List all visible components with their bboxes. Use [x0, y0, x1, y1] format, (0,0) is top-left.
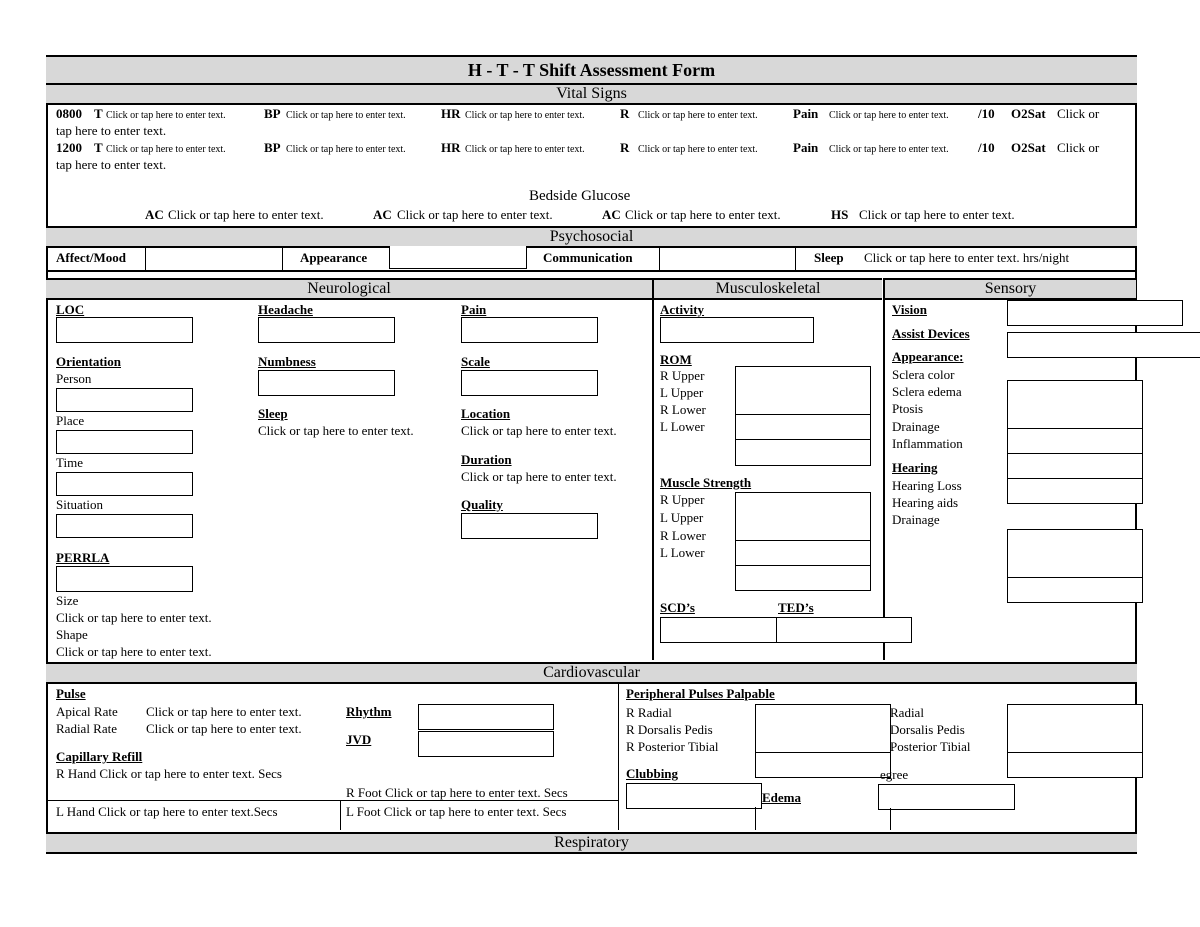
- l-posterior-input[interactable]: [1007, 753, 1143, 778]
- place-input[interactable]: [56, 430, 193, 454]
- psych-bottom-line: [46, 270, 1137, 272]
- cardio-divider: [340, 800, 341, 830]
- pain-field-0800[interactable]: Click or tap here to enter text.: [829, 110, 949, 121]
- l-foot-field[interactable]: L Foot Click or tap here to enter text. Secs: [346, 804, 567, 819]
- scale-input[interactable]: [461, 370, 598, 396]
- ms-r-upper-label: R Upper: [660, 492, 705, 507]
- rom-l-lower-label: L Lower: [660, 419, 705, 434]
- pain-label: Pain: [461, 302, 487, 317]
- psych-sleep-field[interactable]: Click or tap here to enter text. hrs/night: [864, 250, 1070, 265]
- appearance-input[interactable]: [389, 246, 527, 269]
- r-foot-field[interactable]: R Foot Click or tap here to enter text. Secs: [346, 785, 568, 800]
- quality-label: Quality: [461, 497, 503, 512]
- r-dorsalis-label: R Dorsalis Pedis: [626, 722, 713, 737]
- sclera-edema-label: Sclera edema: [892, 384, 962, 399]
- orientation-label: Orientation: [56, 354, 121, 369]
- numbness-input[interactable]: [258, 370, 395, 396]
- respiratory-header: Respiratory: [46, 832, 1137, 854]
- assist-devices-label: Assist Devices: [892, 326, 970, 341]
- r-radial-label: R Radial: [626, 705, 672, 720]
- duration-field[interactable]: Click or tap here to enter text.: [461, 469, 617, 484]
- ms-l-upper-label: L Upper: [660, 510, 704, 525]
- temp-field-0800[interactable]: Click or tap here to enter text.: [106, 110, 226, 121]
- jvd-input[interactable]: [418, 731, 554, 757]
- capillary-refill-label: Capillary Refill: [56, 749, 143, 764]
- glucose-ac-2-field[interactable]: Click or tap here to enter text.: [397, 207, 553, 222]
- r-posterior-input[interactable]: [755, 753, 891, 778]
- ted-label: TED’s: [778, 600, 814, 615]
- psych-sleep-label: Sleep: [814, 250, 844, 265]
- hearing-loss-input[interactable]: [1007, 529, 1143, 555]
- affect-label: Affect/Mood: [56, 250, 127, 265]
- jvd-label: JVD: [346, 732, 372, 747]
- col-divider: [883, 278, 885, 660]
- rom-l-upper-label: L Upper: [660, 385, 704, 400]
- l-dorsalis-input[interactable]: [1007, 728, 1143, 753]
- loc-input[interactable]: [56, 317, 193, 343]
- size-field[interactable]: Click or tap here to enter text.: [56, 610, 212, 625]
- neuro-sleep-field[interactable]: Click or tap here to enter text.: [258, 423, 414, 438]
- scd-input[interactable]: [660, 617, 778, 643]
- rhythm-input[interactable]: [418, 704, 554, 730]
- l-radial-label: Radial: [890, 705, 924, 720]
- place-label: Place: [56, 413, 85, 428]
- rom-label: ROM: [660, 352, 692, 367]
- hearing-aids-label: Hearing aids: [892, 495, 959, 510]
- headache-label: Headache: [258, 302, 313, 317]
- apical-rate-field[interactable]: Click or tap here to enter text.: [146, 704, 302, 719]
- hr-field-0800[interactable]: Click or tap here to enter text.: [465, 110, 585, 121]
- sclera-edema-input[interactable]: [1007, 404, 1143, 429]
- cardio-header: Cardiovascular: [46, 662, 1137, 684]
- pulse-label: Pulse: [56, 686, 86, 701]
- rom-r-upper-input[interactable]: [735, 366, 871, 392]
- cardio-divider: [755, 807, 756, 830]
- r-dorsalis-input[interactable]: [755, 728, 891, 753]
- radial-rate-label: Radial Rate: [56, 721, 118, 736]
- psych-divider: [659, 246, 660, 270]
- person-label: Person: [56, 371, 92, 386]
- quality-input[interactable]: [461, 513, 598, 539]
- vitals-header: Vital Signs: [46, 83, 1137, 105]
- musculo-header: Musculoskeletal: [654, 278, 882, 300]
- appearance-sensory-label: Appearance:: [892, 349, 964, 364]
- time-label: Time: [56, 455, 83, 470]
- sclera-color-label: Sclera color: [892, 367, 955, 382]
- glucose-ac-1-field[interactable]: Click or tap here to enter text.: [168, 207, 324, 222]
- glucose-hs-field[interactable]: Click or tap here to enter text.: [859, 207, 1015, 222]
- cardio-divider: [618, 682, 619, 830]
- hearing-label: Hearing: [892, 460, 938, 475]
- ms-l-upper-input[interactable]: [735, 516, 871, 541]
- l-radial-input[interactable]: [1007, 704, 1143, 730]
- bp-field-0800[interactable]: Click or tap here to enter text.: [286, 110, 406, 121]
- person-input[interactable]: [56, 388, 193, 412]
- inflammation-label: Inflammation: [892, 436, 963, 451]
- activity-input[interactable]: [660, 317, 814, 343]
- clubbing-label: Clubbing: [626, 766, 679, 781]
- drainage2-input[interactable]: [1007, 578, 1143, 603]
- bp-field-1200[interactable]: Click or tap here to enter text.: [286, 144, 406, 155]
- shape-label: Shape: [56, 627, 88, 642]
- vision-label: Vision: [892, 302, 927, 317]
- neuro-header: Neurological: [46, 278, 652, 300]
- location-label: Location: [461, 406, 511, 421]
- r-posterior-label: R Posterior Tibial: [626, 739, 719, 754]
- hr-field-1200[interactable]: Click or tap here to enter text.: [465, 144, 585, 155]
- situation-input[interactable]: [56, 514, 193, 538]
- r-hand-field[interactable]: R Hand Click or tap here to enter text. Secs: [56, 766, 282, 781]
- ms-r-lower-input[interactable]: [735, 541, 871, 566]
- psychosocial-header: Psychosocial: [46, 226, 1137, 248]
- peripheral-pulses-label: Peripheral Pulses Palpable: [626, 686, 775, 701]
- muscle-strength-label: Muscle Strength: [660, 475, 752, 490]
- temp-field-1200[interactable]: Click or tap here to enter text.: [106, 144, 226, 155]
- o2-field-1200[interactable]: Click or: [1057, 140, 1100, 155]
- sensory-header: Sensory: [885, 278, 1136, 300]
- r-field-0800[interactable]: Click or tap here to enter text.: [638, 110, 758, 121]
- form-title: H - T - T Shift Assessment Form: [46, 55, 1137, 85]
- ms-r-lower-label: R Lower: [660, 528, 706, 543]
- ms-l-lower-label: L Lower: [660, 545, 705, 560]
- edema-label: Edema: [762, 790, 801, 805]
- situation-label: Situation: [56, 497, 103, 512]
- hearing-aids-input[interactable]: [1007, 553, 1143, 578]
- loc-label: LOC: [56, 302, 85, 317]
- headache-input[interactable]: [258, 317, 395, 343]
- time-input[interactable]: [56, 472, 193, 496]
- drainage-input[interactable]: [1007, 454, 1143, 479]
- l-posterior-label: Posterior Tibial: [890, 739, 971, 754]
- degree-input[interactable]: [878, 784, 1015, 810]
- ms-l-lower-input[interactable]: [735, 566, 871, 591]
- apical-rate-label: Apical Rate: [56, 704, 118, 719]
- r-field-1200[interactable]: Click or tap here to enter text.: [638, 144, 758, 155]
- rom-r-lower-input[interactable]: [735, 415, 871, 440]
- rom-r-upper-label: R Upper: [660, 368, 705, 383]
- ptosis-label: Ptosis: [892, 401, 924, 416]
- psych-divider: [795, 246, 796, 270]
- rhythm-label: Rhythm: [346, 704, 392, 719]
- scd-label: SCD’s: [660, 600, 695, 615]
- vision-input[interactable]: [1007, 300, 1183, 326]
- perrla-label: PERRLA: [56, 550, 110, 565]
- rom-r-lower-label: R Lower: [660, 402, 706, 417]
- drainage-label: Drainage: [892, 419, 940, 434]
- scale-label: Scale: [461, 354, 490, 369]
- degree-label: egree: [880, 767, 909, 782]
- psych-divider: [282, 246, 283, 270]
- numbness-label: Numbness: [258, 354, 316, 369]
- sclera-color-input[interactable]: [1007, 380, 1143, 406]
- perrla-input[interactable]: [56, 566, 193, 592]
- psych-divider: [145, 246, 146, 270]
- drainage2-label: Drainage: [892, 512, 940, 527]
- hearing-loss-label: Hearing Loss: [892, 478, 962, 493]
- pain-input[interactable]: [461, 317, 598, 343]
- l-hand-field[interactable]: L Hand Click or tap here to enter text.Secs: [56, 804, 278, 819]
- size-label: Size: [56, 593, 79, 608]
- l-dorsalis-label: Dorsalis Pedis: [890, 722, 965, 737]
- ptosis-input[interactable]: [1007, 429, 1143, 454]
- bedside-glucose-title: Bedside Glucose: [529, 188, 631, 204]
- rom-l-upper-input[interactable]: [735, 390, 871, 415]
- pain-field-1200[interactable]: Click or tap here to enter text.: [829, 144, 949, 155]
- col-divider: [652, 278, 654, 660]
- communication-label: Communication: [543, 250, 633, 265]
- activity-label: Activity: [660, 302, 705, 317]
- neuro-sleep-label: Sleep: [258, 406, 288, 421]
- rom-l-lower-input[interactable]: [735, 440, 871, 466]
- ms-r-upper-input[interactable]: [735, 492, 871, 518]
- glucose-ac-3-field[interactable]: Click or tap here to enter text.: [625, 207, 781, 222]
- radial-rate-field[interactable]: Click or tap here to enter text.: [146, 721, 302, 736]
- appearance-label: Appearance: [300, 250, 368, 265]
- inflammation-input[interactable]: [1007, 479, 1143, 504]
- assist-devices-input[interactable]: [1007, 332, 1200, 358]
- shape-field[interactable]: Click or tap here to enter text.: [56, 644, 212, 659]
- o2-field-0800[interactable]: Click or: [1057, 106, 1100, 121]
- r-radial-input[interactable]: [755, 704, 891, 730]
- clubbing-input[interactable]: [626, 783, 762, 809]
- cardio-divider: [890, 808, 891, 830]
- duration-label: Duration: [461, 452, 512, 467]
- location-field[interactable]: Click or tap here to enter text.: [461, 423, 617, 438]
- ted-input[interactable]: [776, 617, 912, 643]
- frame-left: [46, 55, 48, 853]
